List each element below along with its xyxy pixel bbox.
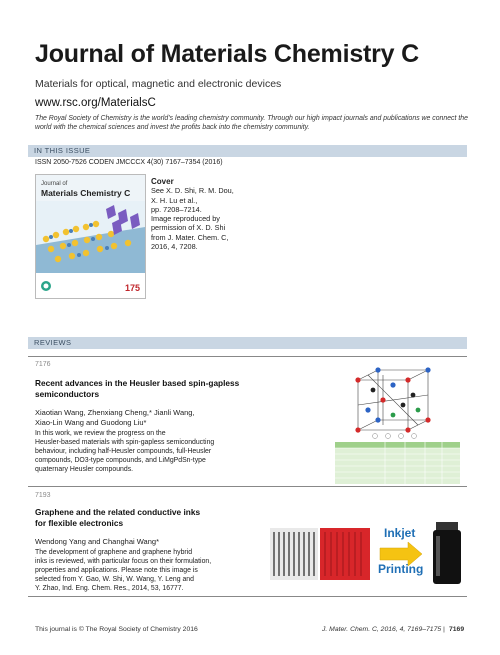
red-panel [320,528,370,580]
abstract-line: selected from Y. Gao, W. Shi, W. Wang, Y. Leng and [35,575,194,583]
cover-heading: Cover [151,177,174,186]
authors-line: Wendong Yang and Changhai Wang* [35,537,159,546]
cover-line: pp. 7208–7214. [151,204,202,214]
abstract-line: The development of graphene and graphene hybrid [35,549,193,556]
cover-journal-name: Materials Chemistry C [41,188,131,198]
in-this-issue-label: IN THIS ISSUE [34,146,91,155]
abstract-line: properties and applications. Please note this image is [35,566,198,574]
abstract-line: compounds, DO3-type compounds, and LiMgPdSn-type [35,456,206,464]
footer-page-number: 7169 [449,626,465,633]
article-authors [35,537,159,547]
footer-citation: J. Mater. Chem. C, 2016, 4, 7169–7175 | [322,626,445,633]
cover-line: See X. D. Shi, R. M. Dou, [151,186,234,196]
cover-artwork [36,175,145,298]
cover-line: Image reproduced by [151,214,220,224]
divider [28,486,467,487]
authors-line: Xiao-Lin Wang and Guodong Liu* [35,417,147,427]
printing-label: Printing [378,562,424,576]
article-title-line: Recent advances in the Heusler based spin-gapless [35,378,240,388]
article-title[interactable] [35,507,200,528]
cover-line: 2016, 4, 7208. [151,242,198,252]
reviews-bar [28,337,467,349]
cover-caption [151,177,251,251]
footer-copyright: This journal is © The Royal Society of Chemistry 2016 [35,626,198,633]
journal-description: The Royal Society of Chemistry is the world’s leading chemistry community. Through our high impact journals and publications we connect the world with the chemical sciences and invest the profits back into the chemistry community. [35,115,468,131]
article-title-line: for flexible electronics [35,517,124,528]
vial-icon [436,522,458,530]
inkjet-label: Inkjet [384,526,416,540]
article-abstract [35,430,214,475]
compound-table [335,442,460,484]
divider [28,356,467,357]
cover-image[interactable] [35,174,146,299]
article-abstract [35,549,211,594]
abstract-line: quaternary Heusler compounds. [35,465,134,473]
authors-line: Xiaotian Wang, Zhenxiang Cheng,* Jianli Wang, [35,408,195,417]
lattice-cube-icon [358,370,428,430]
abstract-line: Y. Zhao, Ind. Eng. Chem. Res., 2014, 53, 16777. [35,584,184,592]
cover-journal-of: Journal of [41,181,68,187]
journal-subtitle: Materials for optical, magnetic and electronic devices [35,78,282,90]
abstract-line: inks is reviewed, with particular focus on their formulation, [35,557,212,565]
heusler-graphic[interactable] [330,365,465,485]
page-number: 7176 [35,361,51,368]
cover-line: from J. Mater. Chem. C, [151,232,229,242]
article-authors [35,408,195,427]
cover-line: X. H. Lu et al., [151,195,198,205]
article-title-line: Graphene and the related conductive inks [35,507,201,517]
abstract-line: In this work, we review the progress on the [35,430,166,437]
cover-line: permission of X. D. Shi [151,223,226,233]
reviews-label: REVIEWS [34,338,72,347]
abstract-line: Heusler-based materials with spin-gapless semiconducting [35,438,215,446]
journal-title: Journal of Materials Chemistry C [35,40,419,68]
divider [28,596,467,597]
article-title-line: semiconductors [35,388,100,399]
issn-line: ISSN 2050-7526 CODEN JMCCCX 4(30) 7167–7354 (2016) [35,159,223,166]
abstract-line: behaviour, including half-Heusler compounds, full-Heusler [35,447,212,455]
cover-badge: 175 [124,283,140,293]
page-number: 7193 [35,492,51,499]
article-title[interactable] [35,378,239,399]
inkjet-graphic[interactable] [268,518,468,586]
in-this-issue-bar [28,145,467,157]
journal-url[interactable]: www.rsc.org/MaterialsC [35,97,156,109]
